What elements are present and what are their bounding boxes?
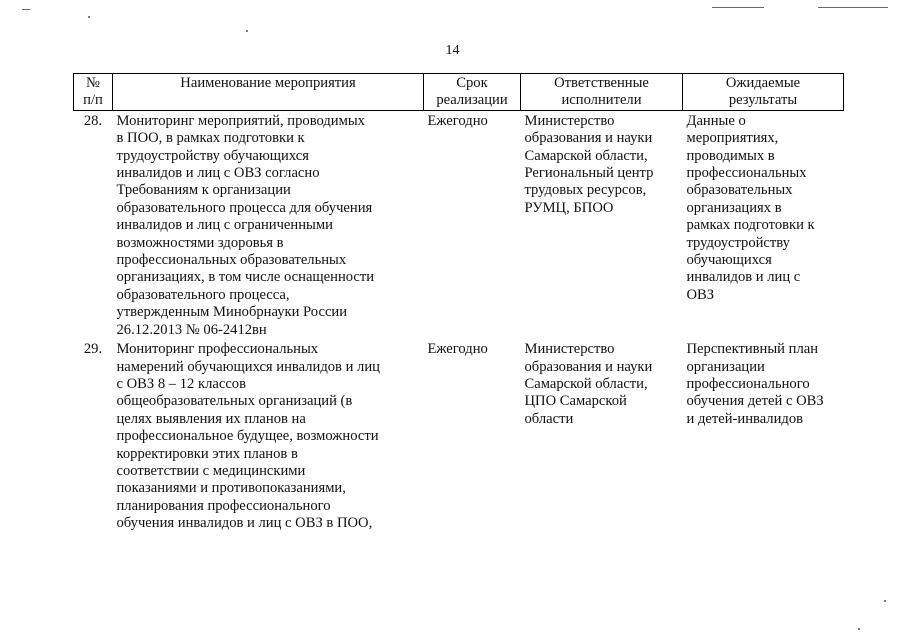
row-executors: Министерство образования и науки Самарской области, Региональный центр трудовых ресурсов, РУМЦ, БПОО [524,112,654,216]
scan-mark-top-left [22,9,30,10]
table-row [74,110,844,339]
row-number: 28. [83,112,103,129]
header-term: Срок реализации [424,74,521,111]
row-term: Ежегодно [427,341,488,358]
header-activity: Наименование мероприятия [113,74,424,111]
activities-table [73,73,844,533]
scan-speck [88,16,90,18]
row-results: Данные о мероприятиях, проводимых в профессиональных образовательных организациях в рамках подготовки к трудоустройству обучающихся инвалидов и лиц с ОВЗ [686,112,815,303]
row-activity: Мониторинг профессиональных намерений обучающихся инвалидов и лиц с ОВЗ 8 – 12 классов общеобразовательных организаций (в целях выявления их планов на профессиональное будущее, возможности корректировки этих планов в соответствии с медицинскими показаниями и противопоказаниями, планирования профессионального обучения инвалидов и лиц с ОВЗ в ПОО, [116,341,380,532]
header-results: Ожидаемые результаты [683,74,844,111]
header-number: № п/п [74,74,113,111]
page-number: 14 [445,43,460,58]
table-header-row [74,74,844,111]
row-term: Ежегодно [427,112,488,129]
scan-mark-top-right-1 [712,7,764,8]
scan-speck [884,600,886,602]
table-row [74,339,844,532]
header-executors: Ответственные исполнители [521,74,683,111]
scan-speck [858,628,860,630]
row-activity: Мониторинг мероприятий, проводимых в ПОО, в рамках подготовки к трудоустройству обучающихся инвалидов и лиц с ОВЗ согласно Требованиям к организации образовательного процесса для обучения инвалидов и лиц с ограниченными возможностями здоровья в профессиональных образовательных организациях, в том числе оснащенности образовательного процесса, утвержденным Минобрнауки России 26.12.2013 № 06-2412вн [116,112,375,338]
scan-speck [246,30,248,32]
scan-mark-top-right-2 [818,7,888,8]
row-number: 29. [83,341,103,358]
row-results: Перспективный план организации профессионального обучения детей с ОВЗ и детей-инвалидов [686,341,824,427]
row-executors: Министерство образования и науки Самарской области, ЦПО Самарской области [524,341,653,427]
